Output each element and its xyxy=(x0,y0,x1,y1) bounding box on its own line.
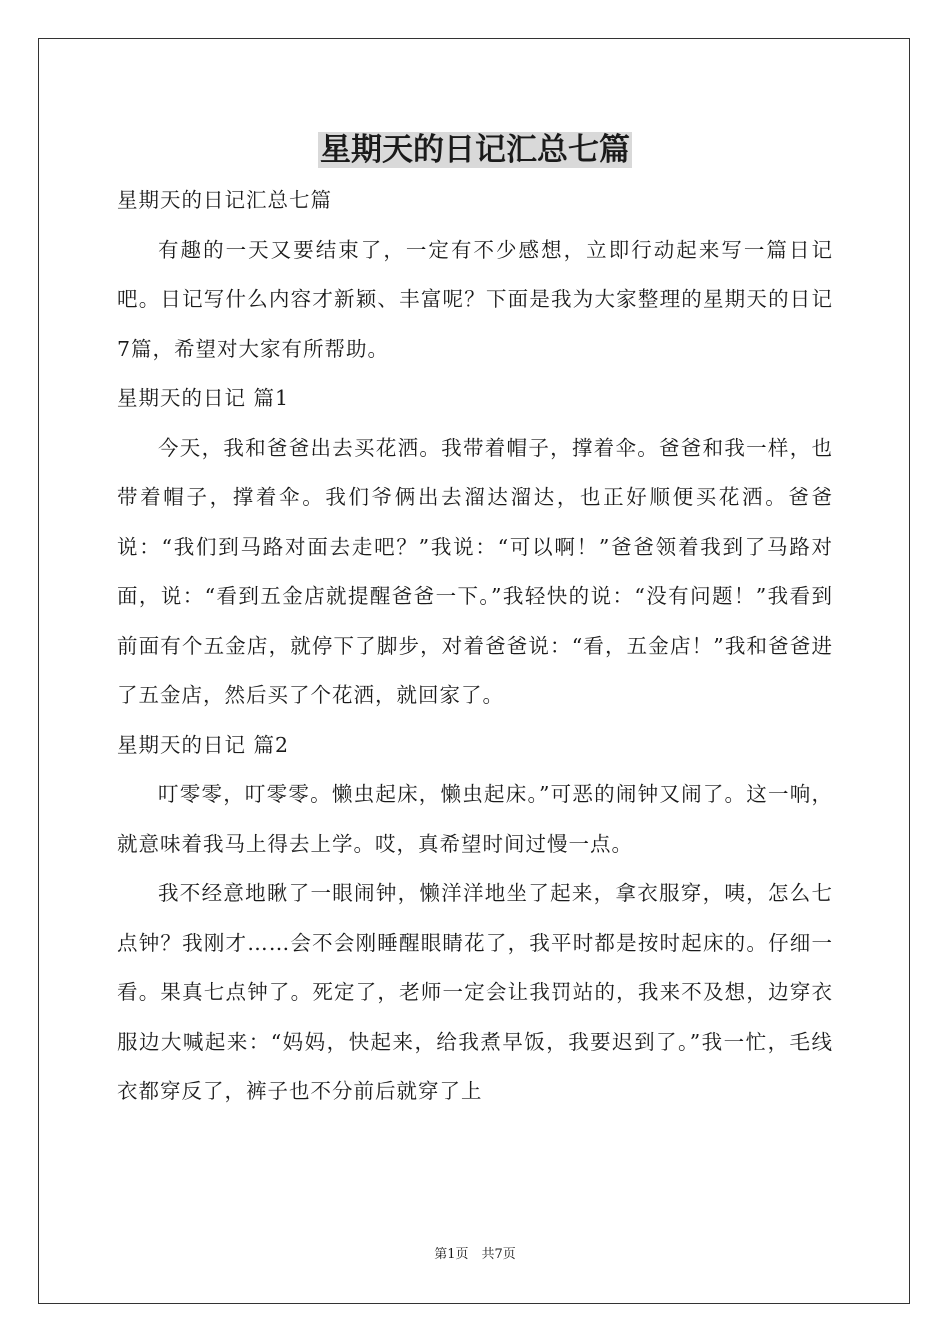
doc-paragraph: 叮零零，叮零零。懒虫起床，懒虫起床。”可恶的闹钟又闹了。这一响，就意味着我马上得去上学。哎，真希望时间过慢一点。 xyxy=(117,782,833,856)
page-footer: 第1页 共7页 xyxy=(434,1247,516,1262)
document-body xyxy=(117,176,833,1117)
document-title xyxy=(0,128,950,172)
section-heading-1: 星期天的日记 篇1 xyxy=(117,386,290,410)
doc-paragraph: 有趣的一天又要结束了，一定有不少感想，立即行动起来写一篇日记吧。日记写什么内容才新颖、丰富呢？下面是我为大家整理的星期天的日记7篇，希望对大家有所帮助。 xyxy=(117,237,833,361)
doc-heading: 星期天的日记汇总七篇 xyxy=(117,188,332,212)
doc-paragraph: 我不经意地瞅了一眼闹钟，懒洋洋地坐了起来，拿衣服穿，咦，怎么七点钟？我刚才……会不会刚睡醒眼睛花了，我平时都是按时起床的。仔细一看。果真七点钟了。死定了，老师一定会让我罚站的，我来不及想，边穿衣服边大喊起来：“妈妈，快起来，给我煮早饭，我要迟到了。”我一忙，毛线衣都穿反了，裤子也不分前后就穿了上 xyxy=(117,881,833,1103)
doc-paragraph: 今天，我和爸爸出去买花洒。我带着帽子，撑着伞。爸爸和我一样，也带着帽子，撑着伞。我们爷俩出去溜达溜达，也正好顺便买花洒。爸爸说：“我们到马路对面去走吧？”我说：“可以啊！”爸爸领着我到了马路对面，说：“看到五金店就提醒爸爸一下。”我轻快的说：“没有问题！”我看到前面有个五金店，就停下了脚步，对着爸爸说：“看，五金店！”我和爸爸进了五金店，然后买了个花洒，就回家了。 xyxy=(117,435,833,707)
section-heading-2: 星期天的日记 篇2 xyxy=(117,732,290,757)
document-title-text: 星期天的日记汇总七篇 xyxy=(320,132,630,168)
